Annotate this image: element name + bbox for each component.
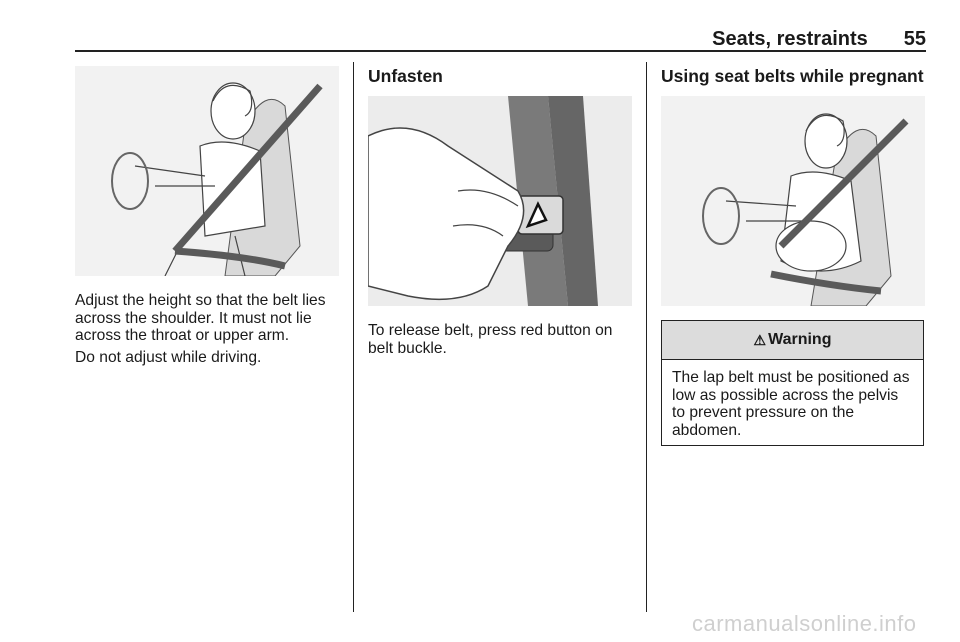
section-title: Seats, restraints bbox=[712, 27, 868, 50]
unfasten-heading: Unfasten bbox=[368, 66, 443, 86]
seatbelt-adjustment-illustration bbox=[75, 66, 339, 276]
warning-triangle-icon: ⚠ bbox=[753, 331, 767, 348]
page-header bbox=[75, 28, 926, 50]
column-divider-1 bbox=[353, 62, 354, 612]
column-divider-2 bbox=[646, 62, 647, 612]
warning-text: The lap belt must be positioned as low as possible across the pelvis to prevent pressure on the abdomen. bbox=[672, 369, 910, 439]
watermark: carmanualsonline.info bbox=[692, 611, 917, 636]
do-not-adjust-paragraph: Do not adjust while driving. bbox=[75, 349, 262, 366]
warning-title: Warning bbox=[768, 331, 832, 348]
warning-box bbox=[661, 320, 924, 446]
release-belt-paragraph: To release belt, press red button on belt buckle. bbox=[368, 322, 613, 357]
page-number: 55 bbox=[903, 27, 926, 50]
adjust-height-paragraph: Adjust the height so that the belt lies across the shoulder. It must not lie across the throat or upper arm. bbox=[75, 292, 326, 344]
buckle-release-illustration bbox=[368, 96, 632, 306]
pregnant-driver-illustration bbox=[661, 96, 925, 306]
warning-header bbox=[662, 321, 923, 360]
pregnant-heading: Using seat belts while pregnant bbox=[661, 66, 924, 86]
header-rule bbox=[75, 50, 926, 52]
